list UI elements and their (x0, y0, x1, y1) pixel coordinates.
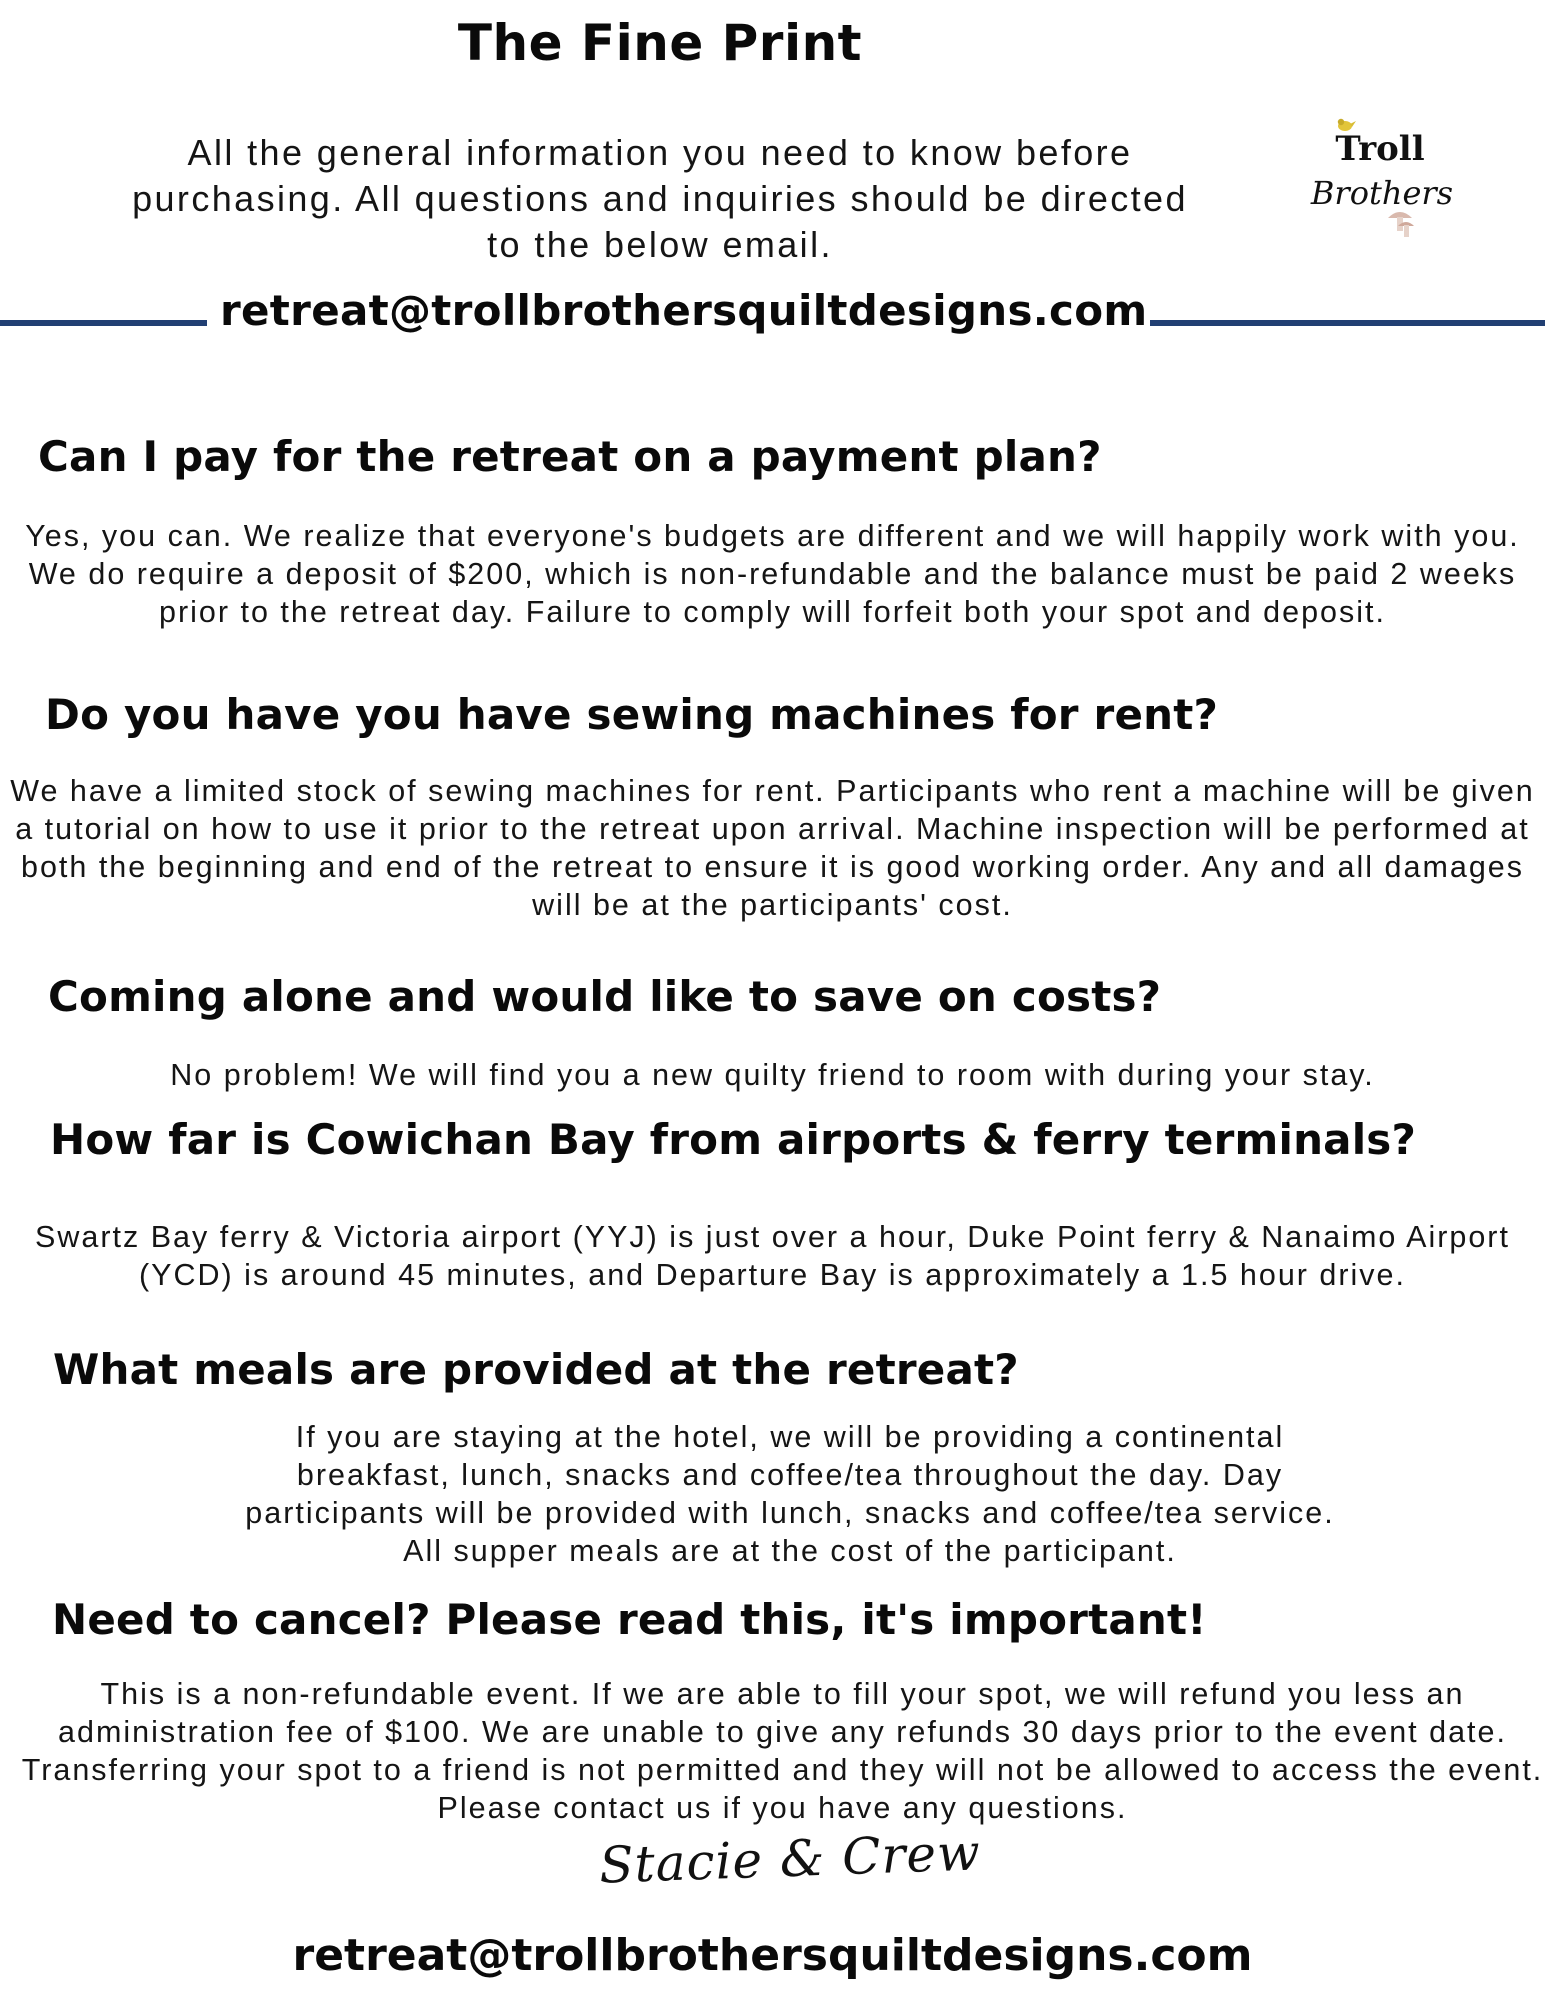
faq-answer: If you are staying at the hotel, we will be providing a continental breakfast, lunch, snacks and coffee/tea throughout the day. Day participants will be provided with lunch, snacks and coffee/tea service. All supper meals are at the cost of the participant. (245, 1420, 1335, 1568)
signature: Stacie & Crew (598, 1823, 982, 1895)
header-rule-left (0, 320, 207, 326)
contact-email-top[interactable]: retreat@trollbrothersquiltdesigns.com (220, 286, 1148, 335)
faq-question: Can I pay for the retreat on a payment plan? (38, 432, 1102, 481)
faq-answer: We have a limited stock of sewing machines for rent. Participants who rent a machine will be given a tutorial on how to use it prior to the retreat upon arrival. Machine inspection will be performed at both the beginning and end of the retreat to ensure it is good working order. Any and all damages will be at the participants' cost. (10, 774, 1535, 922)
faq-question: Need to cancel? Please read this, it's important! (52, 1595, 1207, 1644)
faq-question: How far is Cowichan Bay from airports & ferry terminals? (50, 1115, 1417, 1164)
header-rule-right (1150, 320, 1545, 326)
faq-answer: This is a non-refundable event. If we are able to fill your spot, we will refund you less an administration fee of $100. We are unable to give any refunds 30 days prior to the event date. Transferring your spot to a friend is not permitted and they will not be allowed to access the event. Please contact us if you have any questions. (21, 1677, 1544, 1825)
mushroom-icon (1388, 212, 1414, 237)
logo-line2: Brothers (1310, 174, 1454, 212)
contact-email-bottom[interactable]: retreat@trollbrothersquiltdesigns.com (292, 1930, 1253, 1981)
faq-answer: Yes, you can. We realize that everyone's budgets are different and we will happily work with you. We do require a deposit of $200, which is non-refundable and the balance must be paid 2 weeks prior to the retreat day. Failure to comply will forfeit both your spot and deposit. (25, 519, 1520, 629)
faq-question: Coming alone and would like to save on costs? (48, 972, 1162, 1021)
troll-brothers-logo (1300, 112, 1460, 262)
faq-answer: Swartz Bay ferry & Victoria airport (YYJ) is just over a hour, Duke Point ferry & Nanaimo Airport (YCD) is around 45 minutes, and Departure Bay is approximately a 1.5 hour drive. (35, 1220, 1510, 1292)
intro-text: All the general information you need to know before purchasing. All questions and inquiries should be directed to the below email. (132, 132, 1188, 265)
faq-question: What meals are provided at the retreat? (53, 1345, 1019, 1394)
faq-answer: No problem! We will find you a new quilty friend to room with during your stay. (170, 1058, 1375, 1092)
page-title: The Fine Print (457, 14, 863, 72)
faq-question: Do you have you have sewing machines for rent? (45, 690, 1219, 739)
logo-line1: Troll (1335, 129, 1425, 169)
